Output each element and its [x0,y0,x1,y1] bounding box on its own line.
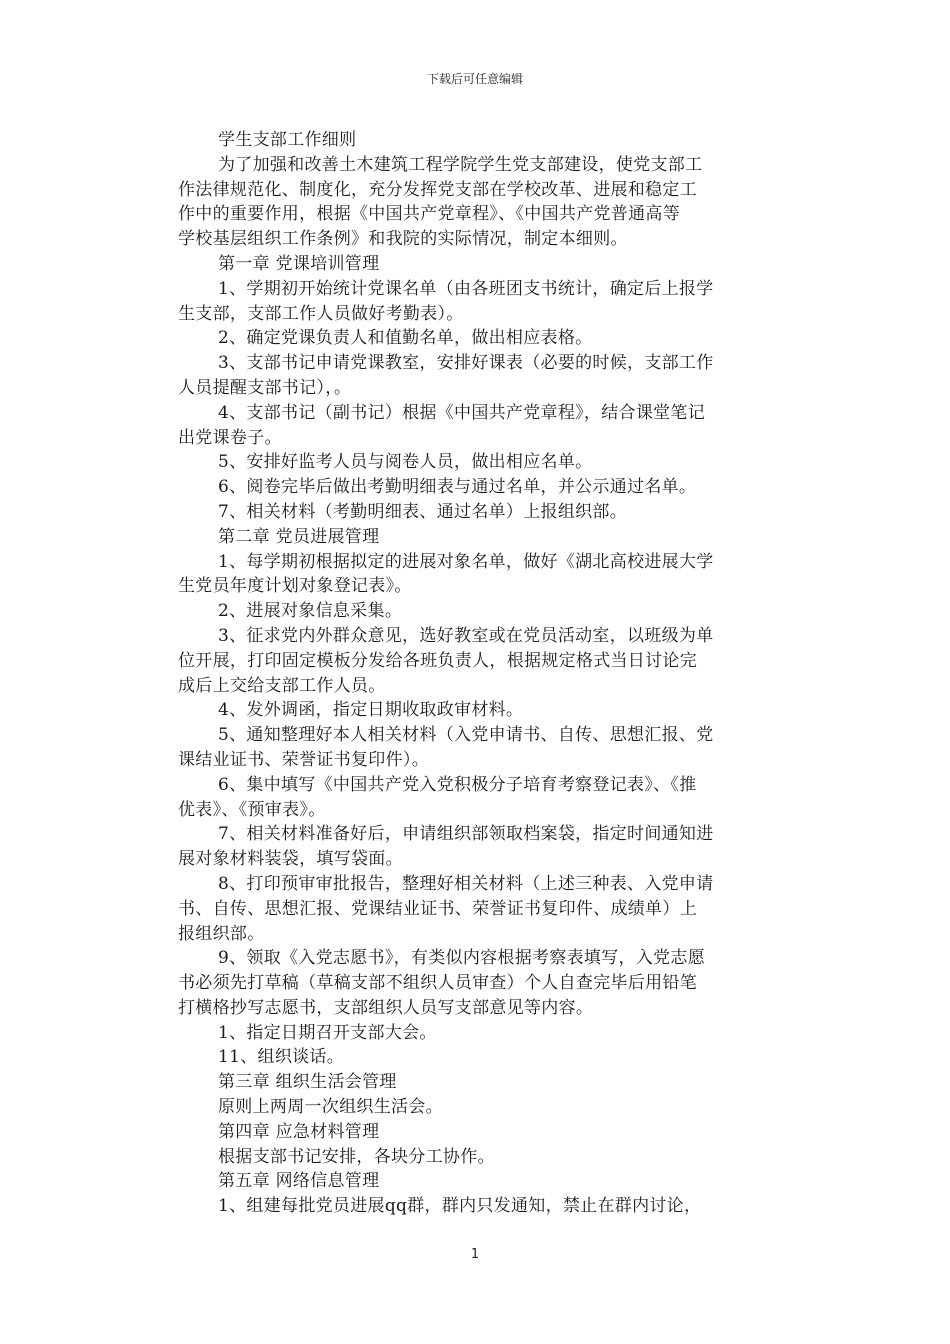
text-line: 6、阅卷完毕后做出考勤明细表与通过名单，并公示通过名单。 [218,477,697,498]
text-line: 位开展，打印固定模板分发给各班负责人，根据规定格式当日讨论完 [178,650,697,671]
page-number: 1 [470,1247,480,1262]
text-line: 11、组织谈话。 [218,1047,345,1068]
text-line: 1、指定日期召开支部大会。 [218,1022,437,1043]
page-header-note: 下载后可任意编辑 [426,72,523,86]
text-line: 生支部，支部工作人员做好考勤表）。 [178,303,464,324]
text-line: 第一章 党课培训管理 [218,253,380,274]
text-line: 书必须先打草稿（草稿支部不组织人员审查）个人自查完毕后用铅笔 [178,973,697,994]
text-line: 展对象材料装袋，填写袋面。 [178,849,403,870]
document-body [178,128,778,1219]
text-line: 9、领取《入党志愿书》，有类似内容根据考察表填写，入党志愿 [218,948,706,969]
text-line: 生党员年度计划对象登记表》。 [178,576,412,597]
text-line: 2、确定党课负责人和值勤名单，做出相应表格。 [218,328,593,349]
text-line: 6、集中填写《中国共产党入党积极分子培育考察登记表》、《推 [218,774,697,795]
text-line: 成后上交给支部工作人员。 [178,675,386,696]
text-line: 3、征求党内外群众意见，选好教室或在党员活动室，以班级为单 [218,625,714,646]
text-line: 7、相关材料（考勤明细表、通过名单）上报组织部。 [218,501,628,522]
text-line: 学校基层组织工作条例》和我院的实际情况，制定本细则。 [178,229,628,250]
text-line: 作法律规范化、制度化，充分发挥党支部在学校改革、进展和稳定工 [178,179,697,200]
text-line: 书、自传、思想汇报、党课结业证书、荣誉证书复印件、成绩单）上 [178,898,697,919]
text-line: 打横格抄写志愿书，支部组织人员写支部意见等内容。 [178,997,594,1018]
text-line: 8、打印预审审批报告，整理好相关材料（上述三种表、入党申请 [218,873,714,894]
text-line: 4、发外调函，指定日期收取政审材料。 [218,700,524,721]
text-line: 作中的重要作用，根据《中国共产党章程》、《中国共产党普通高等 [178,204,680,225]
text-line: 第五章 网络信息管理 [218,1171,380,1192]
text-line: 第四章 应急材料管理 [218,1121,380,1142]
text-line: 第二章 党员进展管理 [218,526,380,547]
text-line: 根据支部书记安排，各块分工协作。 [218,1146,495,1167]
text-line: 第三章 组织生活会管理 [218,1072,397,1093]
text-line: 出党课卷子。 [178,427,282,448]
text-line: 1、每学期初根据拟定的进展对象名单，做好《湖北高校进展大学 [218,551,714,572]
text-line: 课结业证书、荣誉证书复印件）。 [178,749,429,770]
text-line: 7、相关材料准备好后，申请组织部领取档案袋，指定时间通知进 [218,824,714,845]
text-line: 原则上两周一次组织生活会。 [218,1097,443,1118]
text-line: 人员提醒支部书记），。 [178,377,352,398]
text-line: 1、组建每批党员进展qq群，群内只发通知，禁止在群内讨论， [218,1196,702,1217]
text-line: 优表》、《预审表》。 [178,799,326,820]
text-line: 5、通知整理好本人相关材料（入党申请书、自传、思想汇报、党 [218,725,714,746]
text-line: 1、学期初开始统计党课名单（由各班团支书统计，确定后上报学 [218,278,714,299]
text-line: 2、进展对象信息采集。 [218,601,403,622]
text-line: 学生支部工作细则 [218,130,357,150]
text-line: 报组织部。 [178,923,265,944]
text-line: 5、安排好监考人员与阅卷人员，做出相应名单。 [218,452,593,473]
text-line: 为了加强和改善土木建筑工程学院学生党支部建设，使党支部工 [218,154,703,175]
text-line: 4、支部书记（副书记）根据《中国共产党章程》，结合课堂笔记 [218,402,706,423]
text-line: 3、支部书记申请党课教室，安排好课表（必要的时候，支部工作 [218,353,714,374]
